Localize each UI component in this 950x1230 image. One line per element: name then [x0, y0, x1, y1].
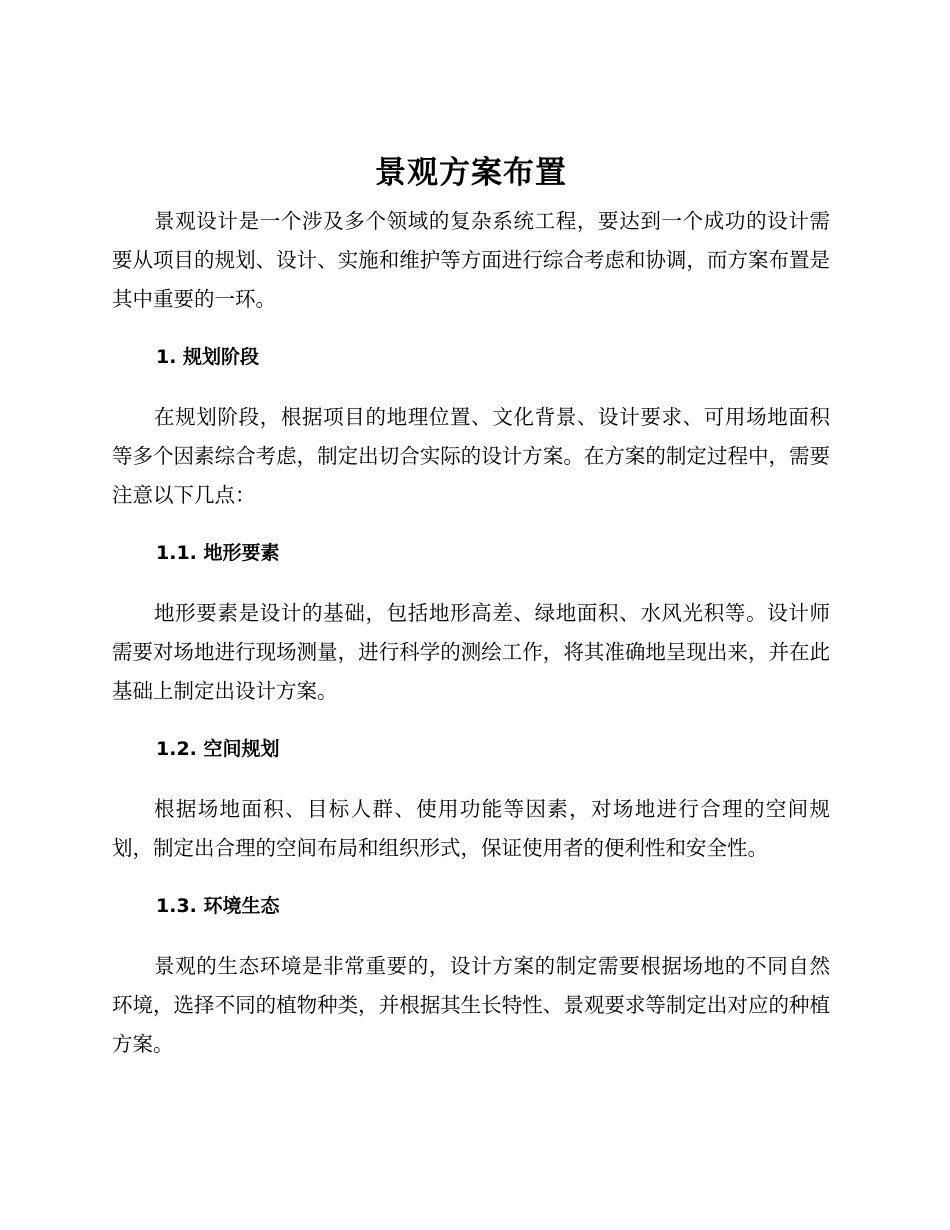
section-body-ecology: 景观的生态环境是非常重要的，设计方案的制定需要根据场地的不同自然环境，选择不同的植物种类，并根据其生长特性、景观要求等制定出对应的种植方案。: [112, 954, 830, 1056]
section-body-planning: 在规划阶段，根据项目的地理位置、文化背景、设计要求、可用场地面积等多个因素综合考虑，制定出切合实际的设计方案。在方案的制定过程中，需要注意以下几点：: [112, 405, 830, 507]
intro-paragraph: 景观设计是一个涉及多个领域的复杂系统工程，要达到一个成功的设计需要从项目的规划、设计、实施和维护等方面进行综合考虑和协调，而方案布置是其中重要的一环。: [112, 209, 830, 311]
document-title: 景观方案布置: [375, 155, 567, 191]
section-heading-terrain: 1.1. 地形要素: [156, 542, 280, 564]
document-content: [112, 148, 830, 1064]
section-heading-planning: 1. 规划阶段: [156, 346, 260, 368]
section-body-terrain: 地形要素是设计的基础，包括地形高差、绿地面积、水风光积等。设计师需要对场地进行现场测量，进行科学的测绘工作，将其准确地呈现出来，并在此基础上制定出设计方案。: [112, 601, 830, 703]
section-body-space: 根据场地面积、目标人群、使用功能等因素，对场地进行合理的空间规划，制定出合理的空间布局和组织形式，保证使用者的便利性和安全性。: [112, 797, 830, 860]
section-heading-space: 1.2. 空间规划: [156, 738, 280, 760]
section-heading-ecology: 1.3. 环境生态: [156, 895, 280, 917]
